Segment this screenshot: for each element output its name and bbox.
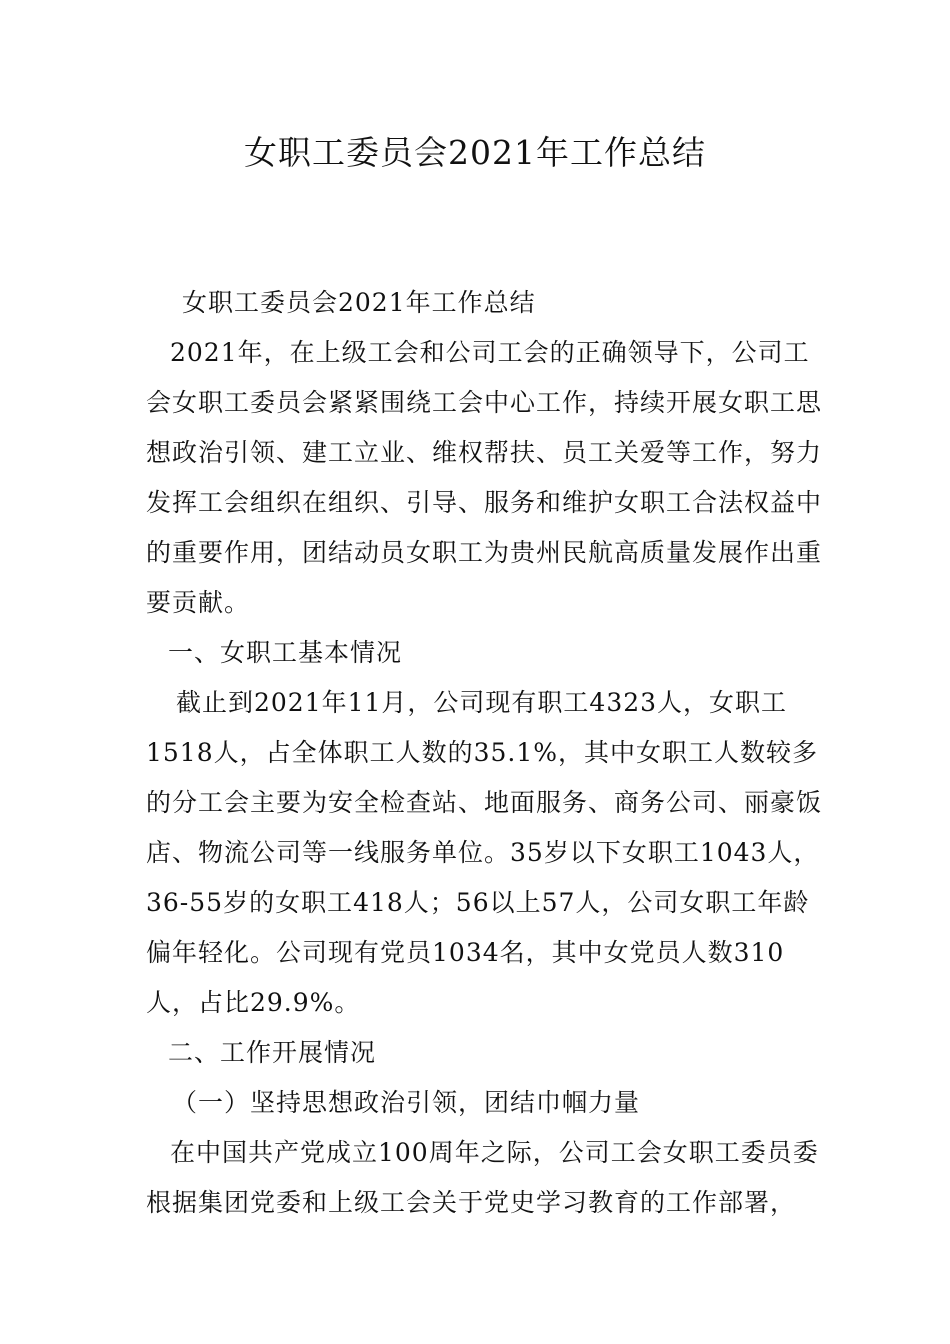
section2-heading: 二、工作开展情况 bbox=[168, 1038, 377, 1067]
document-body bbox=[146, 278, 826, 1228]
document-title: 女职工委员会2021年工作总结 bbox=[244, 133, 706, 172]
section1-paragraph: 截止到2021年11月，公司现有职工4323人，女职工1518人，占全体职工人数的35.1%，其中女职工人数较多的分工会主要为安全检查站、地面服务、商务公司、丽豪饭店、物流公司等一线服务单位。35岁以下女职工1043人，36-55岁的女职工418人；56以上57人，公司女职工年龄偏年轻化。公司现有党员1034名，其中女党员人数310人，占比29.9%。 bbox=[146, 688, 823, 1017]
document-subtitle: 女职工委员会2021年工作总结 bbox=[182, 288, 536, 317]
section1-heading: 一、女职工基本情况 bbox=[168, 638, 403, 667]
intro-paragraph: 2021年，在上级工会和公司工会的正确领导下，公司工会女职工委员会紧紧围绕工会中心工作，持续开展女职工思想政治引领、建工立业、维权帮扶、员工关爱等工作，努力发挥工会组织在组织、引导、服务和维护女职工合法权益中的重要作用，团结动员女职工为贵州民航高质量发展作出重要贡献。 bbox=[146, 338, 823, 617]
section2-sub1-heading: （一）坚持思想政治引领，团结巾帼力量 bbox=[172, 1088, 641, 1117]
section2-sub1-paragraph: 在中国共产党成立100周年之际，公司工会女职工委员委根据集团党委和上级工会关于党史学习教育的工作部署， bbox=[146, 1138, 819, 1217]
